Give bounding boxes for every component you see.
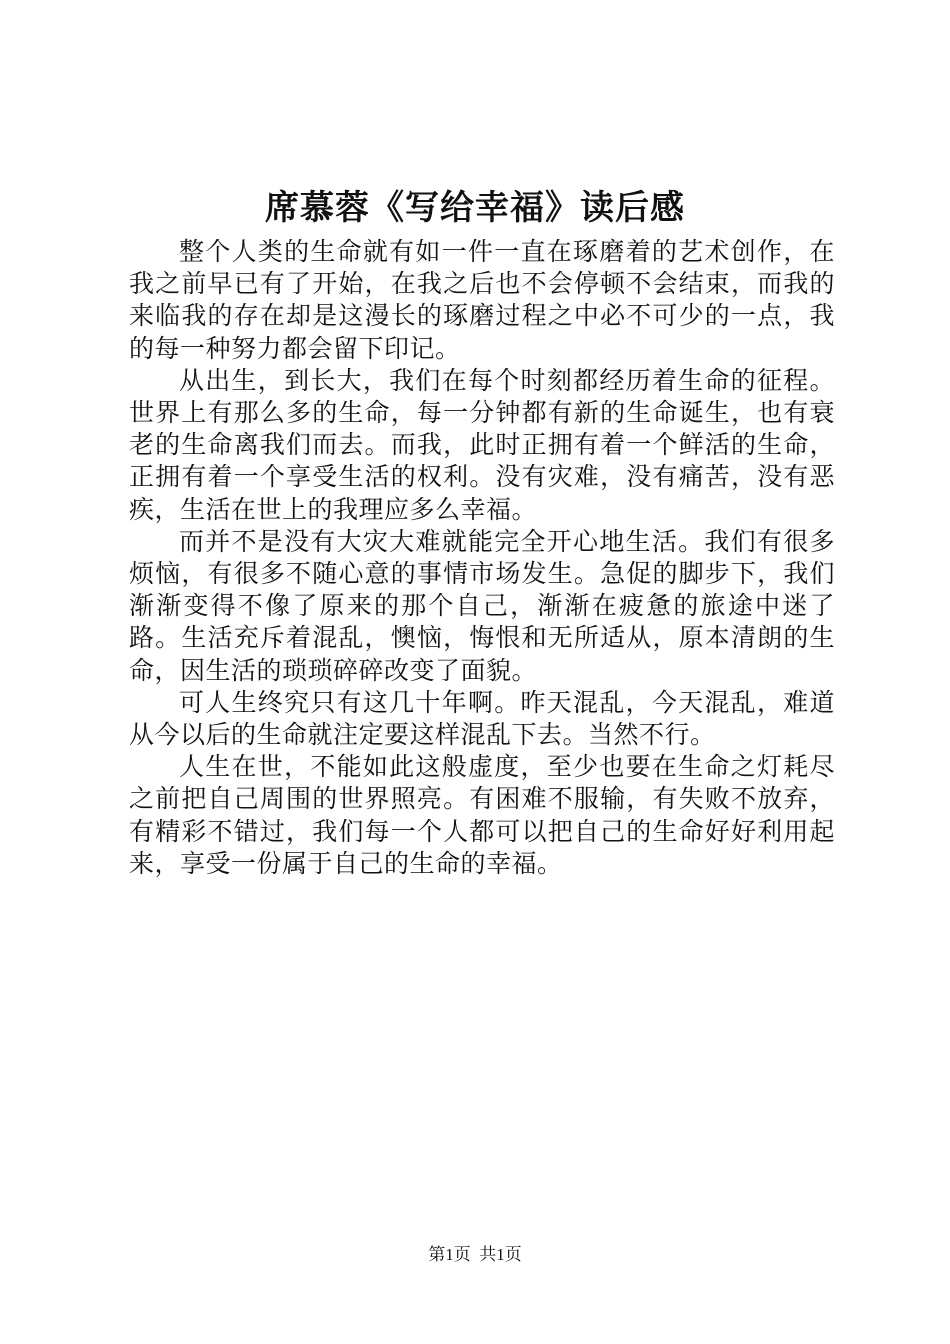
paragraph-2: 从出生，到长大，我们在每个时刻都经历着生命的征程。世界上有那么多的生命，每一分钟都有新的生命诞生，也有衰老的生命离我们而去。而我，此时正拥有着一个鲜活的生命，正拥有着一个享受生活的权利。没有灾难，没有痛苦，没有恶疾，生活在世上的我理应多么幸福。 <box>129 365 835 524</box>
paragraph-5: 人生在世，不能如此这般虚度，至少也要在生命之灯耗尽之前把自己周围的世界照亮。有困难不服输，有失败不放弃，有精彩不错过，我们每一个人都可以把自己的生命好好利用起来，享受一份属于自己的生命的幸福。 <box>129 752 835 878</box>
paragraph-3: 而并不是没有大灾大难就能完全开心地生活。我们有很多烦恼，有很多不随心意的事情市场发生。急促的脚步下，我们渐渐变得不像了原来的那个自己，渐渐在疲惫的旅途中迷了路。生活充斥着混乱，懊恼，悔恨和无所适从，原本清朗的生命，因生活的琐琐碎碎改变了面貌。 <box>129 526 835 685</box>
document-title: 席慕蓉《写给幸福》读后感 <box>265 188 685 228</box>
page-footer: 第1页 共1页 <box>428 1245 522 1264</box>
paragraph-1: 整个人类的生命就有如一件一直在琢磨着的艺术创作，在我之前早已有了开始，在我之后也不会停顿不会结束，而我的来临我的存在却是这漫长的琢磨过程之中必不可少的一点，我的每一种努力都会留下印记。 <box>129 237 835 363</box>
paragraph-4: 可人生终究只有这几十年啊。昨天混乱，今天混乱，难道从今以后的生命就注定要这样混乱下去。当然不行。 <box>129 687 835 750</box>
document-body <box>129 236 835 880</box>
